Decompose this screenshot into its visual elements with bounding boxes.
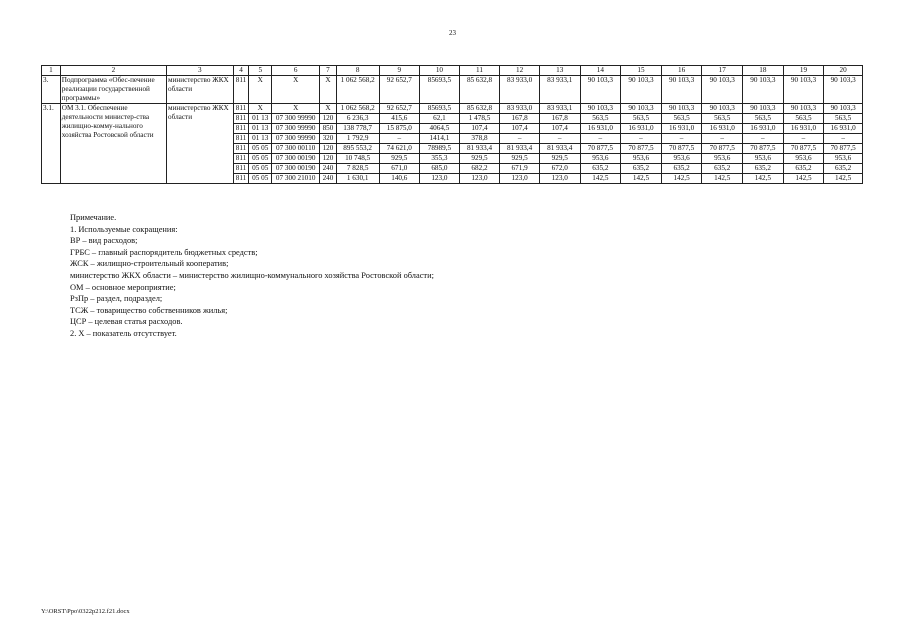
amount-cell: 90 103,3 [621,76,662,104]
vr-cell: 240 [320,164,337,174]
amount-cell: 90 103,3 [783,104,824,114]
amount-cell: 671,9 [500,164,540,174]
csr-cell: Х [272,76,320,104]
note-line: ГРБС – главный распорядитель бюджетных средств; [70,247,258,257]
column-number: 9 [379,66,420,76]
column-number: 1 [42,66,61,76]
column-number: 16 [661,66,702,76]
amount-cell: 16 931,0 [580,124,621,134]
amount-cell: 90 103,3 [824,104,863,114]
amount-cell: – [743,134,784,144]
amount-cell: 83 933,0 [500,104,540,114]
column-number: 14 [580,66,621,76]
amount-cell: 378,8 [459,134,500,144]
amount-cell: 123,0 [500,174,540,184]
column-number: 8 [336,66,379,76]
amount-cell: 90 103,3 [661,104,702,114]
column-number: 2 [60,66,166,76]
amount-cell: 142,5 [661,174,702,184]
amount-cell: 953,6 [621,154,662,164]
amount-cell: 90 103,3 [661,76,702,104]
vr-cell: 850 [320,124,337,134]
amount-cell: 635,2 [580,164,621,174]
column-number: 3 [167,66,234,76]
amount-cell: – [783,134,824,144]
vr-cell: 120 [320,144,337,154]
amount-cell: 563,5 [661,114,702,124]
page-number: 23 [449,29,456,37]
amount-cell: 70 877,5 [743,144,784,154]
grbs-cell: 811 [233,124,249,134]
amount-cell: 90 103,3 [580,104,621,114]
note-line: ОМ – основное мероприятие; [70,282,176,292]
amount-cell: 74 621,0 [379,144,420,154]
amount-cell: 78989,5 [420,144,460,154]
amount-cell: 671,0 [379,164,420,174]
amount-cell: – [500,134,540,144]
csr-cell: 07 300 00110 [272,144,320,154]
amount-cell: 81 933,4 [500,144,540,154]
amount-cell: 70 877,5 [824,144,863,154]
amount-cell: 415,6 [379,114,420,124]
note-line: Примечание. [70,213,117,222]
amount-cell: 635,2 [824,164,863,174]
note-line: ЦСР – целевая статья расходов. [70,317,183,327]
amount-cell: 1 062 568,2 [336,76,379,104]
amount-cell: 90 103,3 [743,104,784,114]
grbs-cell: 811 [233,174,249,184]
grbs-cell: 811 [233,76,249,104]
amount-cell: 685,0 [420,164,460,174]
amount-cell: 15 875,0 [379,124,420,134]
amount-cell: 563,5 [621,114,662,124]
column-number: 5 [249,66,272,76]
rzpr-cell: 05 05 [249,174,272,184]
amount-cell: 142,5 [824,174,863,184]
column-number: 19 [783,66,824,76]
rzpr-cell: 01 13 [249,124,272,134]
column-number: 12 [500,66,540,76]
amount-cell: 85 632,8 [459,76,500,104]
amount-cell: 90 103,3 [783,76,824,104]
document-path: Y:\ORST\Ppo\0322p212.f21.docx [41,608,130,615]
amount-cell: 953,6 [702,154,743,164]
csr-cell: Х [272,104,320,114]
rzpr-cell: 05 05 [249,144,272,154]
amount-cell: – [702,134,743,144]
rzpr-cell: Х [249,104,272,114]
amount-cell: 62,1 [420,114,460,124]
rzpr-cell: 01 13 [249,114,272,124]
column-number: 20 [824,66,863,76]
grbs-cell: 811 [233,104,249,114]
amount-cell: 90 103,3 [824,76,863,104]
amount-cell: 682,2 [459,164,500,174]
vr-cell: Х [320,76,337,104]
amount-cell: 672,0 [539,164,580,174]
amount-cell: 563,5 [580,114,621,124]
amount-cell: 6 236,3 [336,114,379,124]
rzpr-cell: Х [249,76,272,104]
csr-cell: 07 300 99990 [272,134,320,144]
amount-cell: 635,2 [661,164,702,174]
column-number: 18 [743,66,784,76]
amount-cell: 167,8 [500,114,540,124]
column-number: 6 [272,66,320,76]
amount-cell: 90 103,3 [621,104,662,114]
amount-cell: 70 877,5 [702,144,743,154]
column-number-row [42,66,863,76]
amount-cell: 4064,5 [420,124,460,134]
rzpr-cell: 05 05 [249,164,272,174]
column-number: 17 [702,66,743,76]
amount-cell: 929,5 [459,154,500,164]
executor: министерство ЖКХ области [167,104,234,184]
column-number: 13 [539,66,580,76]
amount-cell: 953,6 [661,154,702,164]
amount-cell: 563,5 [783,114,824,124]
amount-cell: 123,0 [420,174,460,184]
note-line: ТСЖ – товарищество собственников жилья; [70,305,228,315]
amount-cell: 85693,5 [420,76,460,104]
amount-cell: 142,5 [621,174,662,184]
amount-cell: 90 103,3 [702,104,743,114]
amount-cell: 83 933,1 [539,104,580,114]
budget-table [41,65,863,184]
note-line: ВР – вид расходов; [70,236,138,246]
csr-cell: 07 300 99990 [272,114,320,124]
row-number: 3. [42,76,61,104]
amount-cell: 10 748,5 [336,154,379,164]
vr-cell: 120 [320,154,337,164]
rzpr-cell: 01 13 [249,134,272,144]
amount-cell: 83 933,0 [500,76,540,104]
vr-cell: 320 [320,134,337,144]
csr-cell: 07 300 00190 [272,164,320,174]
amount-cell: 70 877,5 [621,144,662,154]
rzpr-cell: 05 05 [249,154,272,164]
grbs-cell: 811 [233,164,249,174]
amount-cell: 7 828,5 [336,164,379,174]
amount-cell: 16 931,0 [783,124,824,134]
amount-cell: 81 933,4 [459,144,500,154]
csr-cell: 07 300 99990 [272,124,320,134]
amount-cell: 167,8 [539,114,580,124]
notes-block [70,212,434,340]
grbs-cell: 811 [233,114,249,124]
row-number: 3.1. [42,104,61,184]
column-number: 7 [320,66,337,76]
amount-cell: 85693,5 [420,104,460,114]
table-row [42,76,863,104]
amount-cell: 70 877,5 [580,144,621,154]
program-name: ОМ 3.1. Обеспечение деятельности министер-ства жилищно-комму-нального хозяйства Ростовской области [60,104,166,184]
amount-cell: 70 877,5 [783,144,824,154]
amount-cell: 635,2 [702,164,743,174]
amount-cell: 142,5 [580,174,621,184]
amount-cell: – [379,134,420,144]
amount-cell: – [539,134,580,144]
amount-cell: 929,5 [379,154,420,164]
amount-cell: 953,6 [783,154,824,164]
amount-cell: 90 103,3 [702,76,743,104]
amount-cell: 83 933,1 [539,76,580,104]
amount-cell: 142,5 [783,174,824,184]
vr-cell: Х [320,104,337,114]
amount-cell: 90 103,3 [743,76,784,104]
amount-cell: 16 931,0 [702,124,743,134]
amount-cell: 929,5 [500,154,540,164]
executor: министерство ЖКХ области [167,76,234,104]
amount-cell: 1 630,1 [336,174,379,184]
csr-cell: 07 300 00190 [272,154,320,164]
amount-cell: 563,5 [824,114,863,124]
csr-cell: 07 300 21010 [272,174,320,184]
grbs-cell: 811 [233,154,249,164]
amount-cell: – [621,134,662,144]
amount-cell: 81 933,4 [539,144,580,154]
vr-cell: 120 [320,114,337,124]
amount-cell: 16 931,0 [621,124,662,134]
note-line: 1. Используемые сокращения: [70,224,178,234]
vr-cell: 240 [320,174,337,184]
amount-cell: 70 877,5 [661,144,702,154]
amount-cell: 355,3 [420,154,460,164]
column-number: 15 [621,66,662,76]
amount-cell: 563,5 [702,114,743,124]
note-line: ЖСК – жилищно-строительный кооператив; [70,259,229,269]
grbs-cell: 811 [233,134,249,144]
grbs-cell: 811 [233,144,249,154]
amount-cell: 140,6 [379,174,420,184]
amount-cell: 953,6 [743,154,784,164]
amount-cell: 16 931,0 [661,124,702,134]
amount-cell: 138 778,7 [336,124,379,134]
column-number: 4 [233,66,249,76]
amount-cell: 107,4 [459,124,500,134]
amount-cell: 92 652,7 [379,76,420,104]
amount-cell: 85 632,8 [459,104,500,114]
column-number: 10 [420,66,460,76]
note-line: министерство ЖКХ области – министерство жилищно-коммунального хозяйства Ростовской области; [70,270,434,280]
program-name: Подпрограмма «Обес-печение реализации государственной программы» [60,76,166,104]
amount-cell: 1414,1 [420,134,460,144]
amount-cell: 1 062 568,2 [336,104,379,114]
amount-cell: 123,0 [459,174,500,184]
amount-cell: 16 931,0 [824,124,863,134]
amount-cell: 953,6 [824,154,863,164]
amount-cell: 563,5 [743,114,784,124]
amount-cell: 92 652,7 [379,104,420,114]
amount-cell: 142,5 [702,174,743,184]
amount-cell: 107,4 [500,124,540,134]
amount-cell: 1 792,9 [336,134,379,144]
amount-cell: 929,5 [539,154,580,164]
amount-cell: 635,2 [743,164,784,174]
amount-cell: 16 931,0 [743,124,784,134]
amount-cell: 635,2 [783,164,824,174]
amount-cell: 635,2 [621,164,662,174]
note-line: РзПр – раздел, подраздел; [70,294,163,304]
amount-cell: 953,6 [580,154,621,164]
table-row [42,104,863,114]
amount-cell: 1 478,5 [459,114,500,124]
column-number: 11 [459,66,500,76]
amount-cell: 142,5 [743,174,784,184]
amount-cell: 107,4 [539,124,580,134]
amount-cell: – [824,134,863,144]
amount-cell: – [661,134,702,144]
amount-cell: 895 553,2 [336,144,379,154]
amount-cell: 123,0 [539,174,580,184]
amount-cell: – [580,134,621,144]
amount-cell: 90 103,3 [580,76,621,104]
note-line: 2. Х – показатель отсутствует. [70,328,177,338]
